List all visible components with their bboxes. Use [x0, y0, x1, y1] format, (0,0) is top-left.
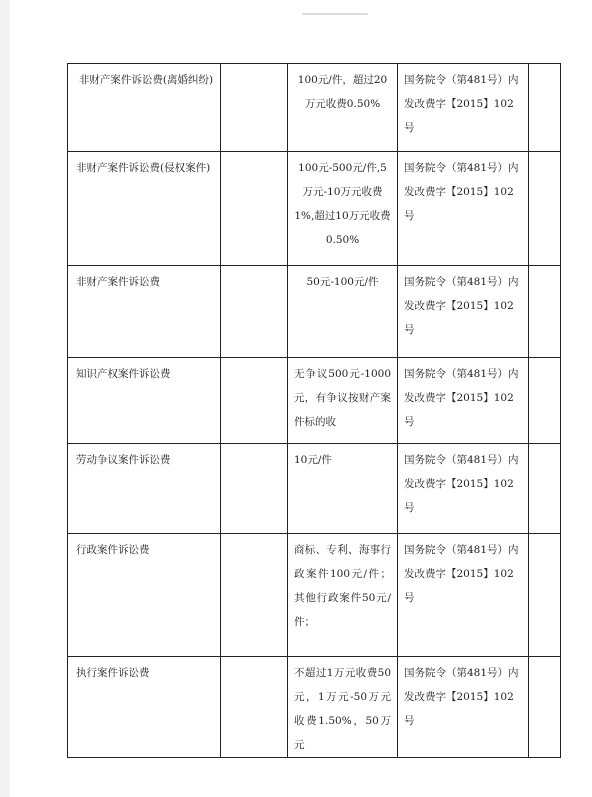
blank-cell: [529, 64, 561, 152]
basis-cell: 国务院令（第481号）内发改费字【2015】102号: [398, 266, 529, 358]
blank-cell: [529, 266, 561, 358]
blank-cell: [221, 534, 288, 657]
basis-cell: 国务院令（第481号）内发改费字【2015】102号: [398, 358, 529, 444]
table-row: [68, 534, 561, 657]
item-cell: 行政案件诉讼费: [68, 534, 221, 657]
standard-cell: 100元-500元/件,5万元-10万元收费1%,超过10万元收费0.50%: [288, 152, 398, 266]
blank-cell: [221, 444, 288, 534]
table-row: [68, 358, 561, 444]
basis-cell: 国务院令（第481号）内发改费字【2015】102号: [398, 152, 529, 266]
standard-cell: 商标、专利、海事行政案件100元/件；其他行政案件50元/件；: [288, 534, 398, 657]
standard-cell: 无争议500元-1000元，有争议按财产案件标的收: [288, 358, 398, 444]
basis-cell: 国务院令（第481号）内发改费字【2015】102号: [398, 444, 529, 534]
table-row: [68, 657, 561, 758]
table-row: [68, 444, 561, 534]
item-cell: 劳动争议案件诉讼费: [68, 444, 221, 534]
item-cell: 执行案件诉讼费: [68, 657, 221, 758]
blank-cell: [221, 358, 288, 444]
blank-cell: [221, 64, 288, 152]
fee-table: [67, 63, 561, 758]
standard-cell: 不超过1万元收费50元，1万元-50万元收费1.50%，50万元: [288, 657, 398, 758]
blank-cell: [529, 657, 561, 758]
blank-cell: [221, 266, 288, 358]
standard-cell: 100元/件，超过20万元收费0.50%: [288, 64, 398, 152]
item-cell: 非财产案件诉讼费: [68, 266, 221, 358]
basis-cell: 国务院令（第481号）内发改费字【2015】102号: [398, 64, 529, 152]
blank-cell: [529, 534, 561, 657]
item-cell: 知识产权案件诉讼费: [68, 358, 221, 444]
table-row: [68, 266, 561, 358]
standard-cell: 10元/件: [288, 444, 398, 534]
item-cell: 非财产案件诉讼费(离婚纠纷): [68, 64, 221, 152]
item-cell: 非财产案件诉讼费(侵权案件): [68, 152, 221, 266]
blank-cell: [529, 444, 561, 534]
standard-cell: 50元-100元/件: [288, 266, 398, 358]
scanned-page: [10, 0, 592, 797]
blank-cell: [529, 152, 561, 266]
scan-artifact: [302, 13, 368, 15]
basis-cell: 国务院令（第481号）内发改费字【2015】102号: [398, 534, 529, 657]
table-row: [68, 64, 561, 152]
table-row: [68, 152, 561, 266]
blank-cell: [529, 358, 561, 444]
blank-cell: [221, 152, 288, 266]
blank-cell: [221, 657, 288, 758]
basis-cell: 国务院令（第481号）内发改费字【2015】102号: [398, 657, 529, 758]
